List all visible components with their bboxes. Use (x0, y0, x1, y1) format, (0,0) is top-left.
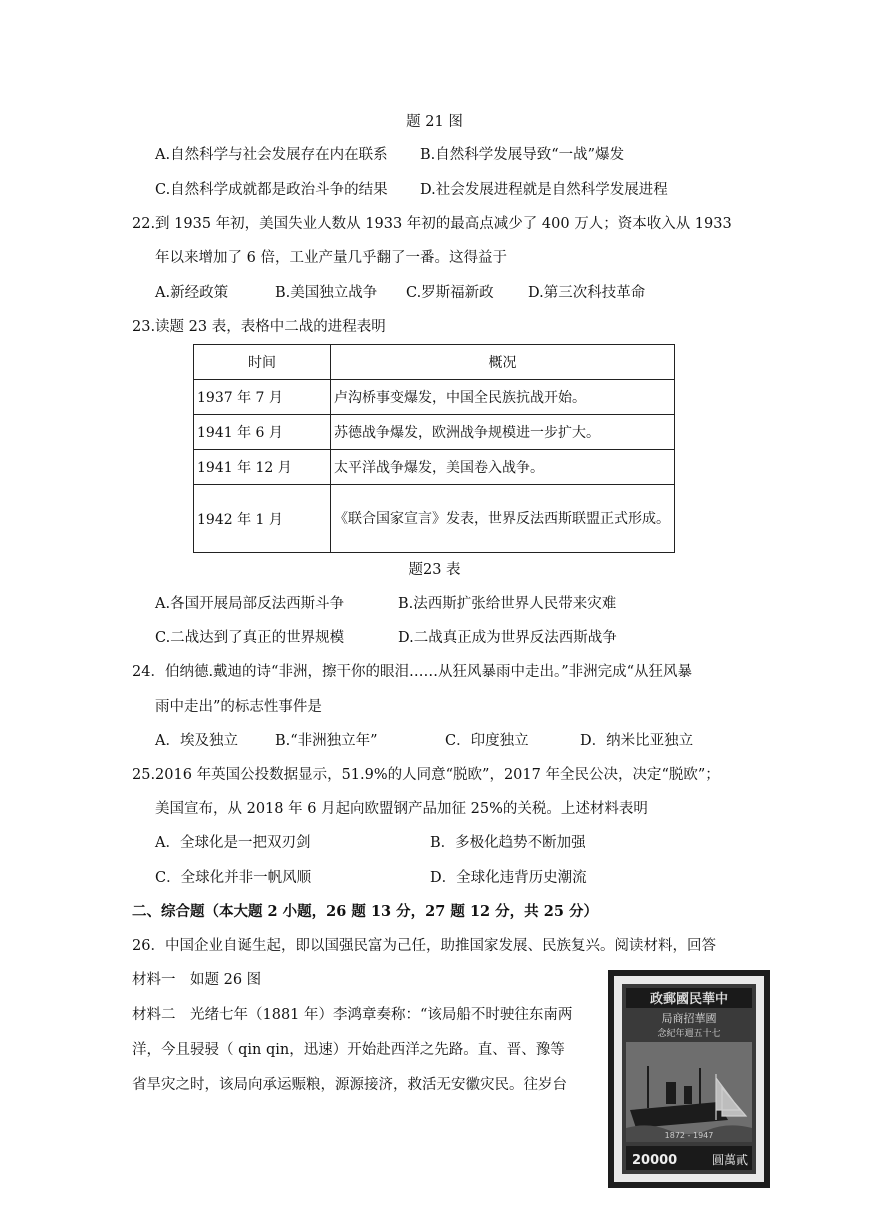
q23-option-a: A.各国开展局部反法西斯斗争 (155, 596, 345, 612)
stamp-years: 1872 - 1947 (664, 1131, 714, 1140)
q23-option-b: B.法西斯扩张给世界人民带来灾难 (398, 596, 617, 612)
q25-stem-line2: 美国宣布，从 2018 年 6 月起向欧盟钢产品加征 25%的关税。上述材料表明 (155, 801, 648, 817)
q26-material-2-line3: 省旱灾之时，该局向承运赈粮，源源接济，救活无安徽灾民。往岁台 (132, 1077, 567, 1093)
table-cell-time: 1941 年 6 月 (194, 415, 331, 450)
q24-option-c: C．印度独立 (445, 733, 529, 749)
table-row (194, 485, 675, 553)
q22-stem-line1: 22.到 1935 年初，美国失业人数从 1933 年初的最高点减少了 400 万人；资本收入从 1933 (132, 216, 732, 232)
table-cell-desc: 太平洋战争爆发，美国卷入战争。 (331, 450, 675, 485)
q25-option-c: C．全球化并非一帆风顺 (155, 870, 312, 886)
table-row (194, 415, 675, 450)
table-header-time: 时间 (194, 345, 331, 380)
q22-option-c: C.罗斯福新政 (406, 285, 494, 301)
q21-option-a: A.自然科学与社会发展存在内在联系 (155, 147, 388, 163)
q24-stem-line2: 雨中走出”的标志性事件是 (155, 699, 322, 715)
table-cell-desc: 卢沟桥事变爆发，中国全民族抗战开始。 (331, 380, 675, 415)
q22-option-b: B.美国独立战争 (275, 285, 378, 301)
q23-stem: 23.读题 23 表，表格中二战的进程表明 (132, 319, 386, 335)
stamp-value-cn: 圓萬貳 (711, 1153, 748, 1167)
stamp-mid-text-2: 念紀年週五十七 (657, 1029, 721, 1039)
table-cell-time: 1937 年 7 月 (194, 380, 331, 415)
table-cell-desc: 《联合国家宣言》发表，世界反法西斯联盟正式形成。 (331, 485, 675, 553)
stamp-top-text: 政郵國民華中 (649, 992, 729, 1007)
q23-option-c: C.二战达到了真正的世界规模 (155, 630, 345, 646)
q25-option-b: B．多极化趋势不断加强 (430, 835, 586, 851)
q23-option-d: D.二战真正成为世界反法西斯战争 (398, 630, 617, 646)
figure-21-caption: 题 21 图 (406, 114, 463, 130)
q22-stem-line2: 年以来增加了 6 倍，工业产量几乎翻了一番。这得益于 (155, 250, 507, 266)
q25-option-a: A．全球化是一把双刃剑 (155, 835, 311, 851)
table-cell-time: 1942 年 1 月 (194, 485, 331, 553)
q21-option-c: C.自然科学成就都是政治斗争的结果 (155, 182, 388, 198)
stamp-image (608, 970, 770, 1188)
table-row (194, 450, 675, 485)
table-cell-time: 1941 年 12 月 (194, 450, 331, 485)
section-2-heading: 二、综合题（本大题 2 小题，26 题 13 分，27 题 12 分，共 25 分） (132, 903, 598, 920)
q23-table (193, 344, 675, 553)
q24-option-a: A．埃及独立 (155, 733, 238, 749)
q26-material-2-line2: 洋，今且骎骎（ qin qin，迅速）开始赴西洋之先路。直、晋、豫等 (132, 1042, 565, 1058)
q26-stem: 26．中国企业自诞生起，即以国强民富为己任，助推国家发展、民族复兴。阅读材料，回答 (132, 938, 716, 954)
q26-material-2-line1: 材料二 光绪七年（1881 年）李鸿章奏称：“该局船不时驶往东南两 (132, 1007, 573, 1023)
table-header-row (194, 345, 675, 380)
table-23-caption: 题23 表 (408, 562, 461, 578)
q26-material-1: 材料一 如题 26 图 (132, 972, 262, 988)
q21-option-d: D.社会发展进程就是自然科学发展进程 (420, 182, 668, 198)
q22-option-d: D.第三次科技革命 (528, 285, 646, 301)
q24-option-b: B.“非洲独立年” (275, 733, 378, 749)
q25-stem-line1: 25.2016 年英国公投数据显示，51.9%的人同意“脱欧”，2017 年全民公决，决定“脱欧”； (132, 767, 720, 783)
table-header-desc: 概况 (331, 345, 675, 380)
q24-stem-line1: 24．伯纳德.戴迪的诗“非洲，擦干你的眼泪……从狂风暴雨中走出。”非洲完成“从狂风暴 (132, 664, 693, 680)
q25-option-d: D．全球化违背历史潮流 (430, 870, 587, 886)
stamp-value: 20000 (632, 1153, 678, 1168)
figure-26-stamp (608, 970, 770, 1188)
q21-option-b: B.自然科学发展导致“一战”爆发 (420, 147, 625, 163)
table-row (194, 380, 675, 415)
stamp-mid-text: 局商招華國 (661, 1012, 717, 1025)
q22-option-a: A.新经政策 (155, 285, 229, 301)
q24-option-d: D．纳米比亚独立 (580, 733, 694, 749)
table-cell-desc: 苏德战争爆发，欧洲战争规模进一步扩大。 (331, 415, 675, 450)
